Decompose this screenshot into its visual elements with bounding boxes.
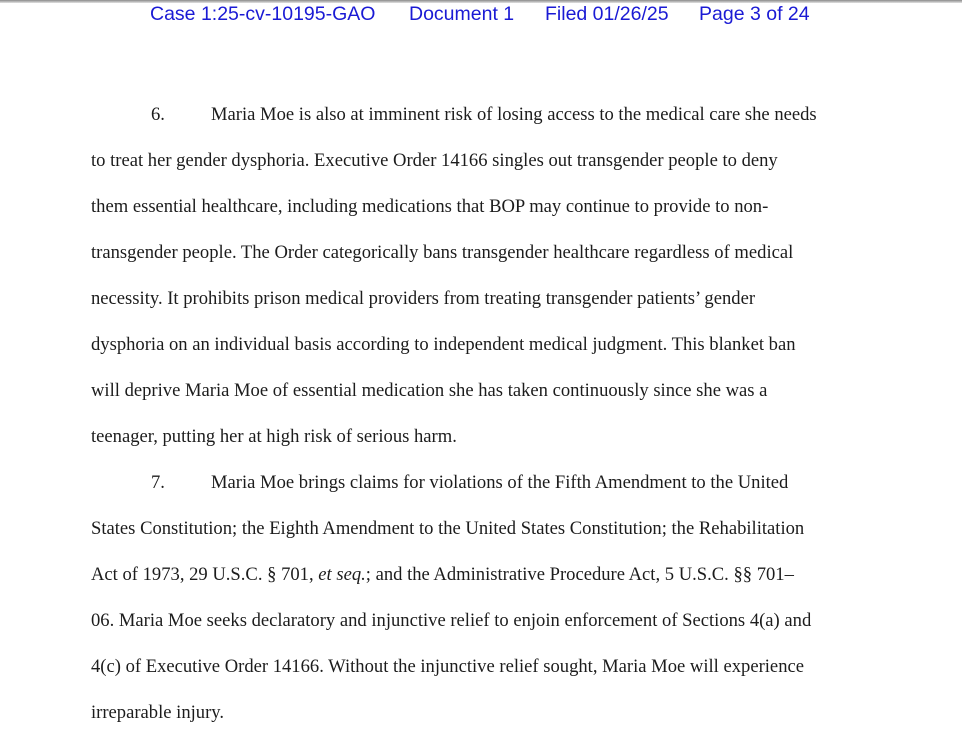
text-line-with-citation: [91, 564, 794, 586]
citation-text-continued: ; and the Administrative Procedure Act, 5 U.S.C. §§ 701–: [365, 564, 794, 585]
text-line: Maria Moe is also at imminent risk of losing access to the medical care she needs: [211, 104, 817, 125]
citation-text: Act of 1973, 29 U.S.C. § 701,: [91, 564, 319, 585]
paragraph-number: 6.: [151, 104, 165, 125]
filed-date: Filed 01/26/25: [545, 3, 669, 25]
text-line: dysphoria on an individual basis according to independent medical judgment. This blanket ban: [91, 334, 796, 355]
text-line: irreparable injury.: [91, 702, 225, 723]
text-line: them essential healthcare, including medications that BOP may continue to provide to non-: [91, 196, 769, 217]
text-line: Maria Moe brings claims for violations of the Fifth Amendment to the United: [211, 472, 789, 493]
text-line: necessity. It prohibits prison medical providers from treating transgender patients’ gender: [91, 288, 756, 309]
text-line: States Constitution; the Eighth Amendment to the United States Constitution; the Rehabilitation: [91, 518, 805, 539]
document-number: Document 1: [409, 3, 515, 25]
text-line: 06. Maria Moe seeks declaratory and injunctive relief to enjoin enforcement of Sections 4(a) and: [91, 610, 812, 631]
page-indicator: Page 3 of 24: [699, 3, 810, 25]
text-line: teenager, putting her at high risk of serious harm.: [91, 426, 457, 447]
text-line: to treat her gender dysphoria. Executive Order 14166 singles out transgender people to deny: [91, 150, 778, 171]
citation-italic: et seq.: [318, 564, 366, 585]
case-number: Case 1:25-cv-10195-GAO: [150, 3, 376, 25]
text-line: will deprive Maria Moe of essential medication she has taken continuously since she was a: [91, 380, 768, 401]
text-line: 4(c) of Executive Order 14166. Without the injunctive relief sought, Maria Moe will experience: [91, 656, 804, 677]
filing-header: [0, 2, 962, 28]
paragraph-number: 7.: [151, 472, 165, 493]
text-line: transgender people. The Order categorically bans transgender healthcare regardless of medical: [91, 242, 794, 263]
